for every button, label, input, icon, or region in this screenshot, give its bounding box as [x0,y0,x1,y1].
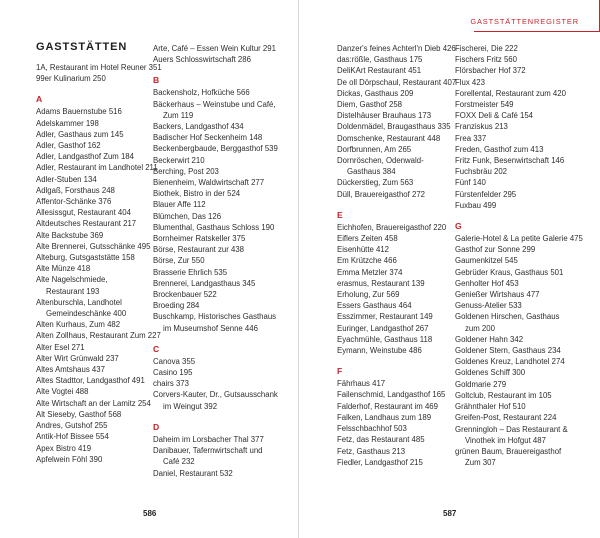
index-entry: Essers Gasthaus 464 [337,301,412,311]
index-entry: Dornröschen, Odenwald- [337,156,424,166]
index-entry: Danibauer, Tafernwirtschaft und [153,446,263,456]
index-entry: Blauer Affe 112 [153,200,206,210]
index-entry: Allesissgut, Restaurant 404 [36,208,131,218]
index-entry: Genießer Wirtshaus 477 [455,290,540,300]
index-entry: Eyachmühle, Gasthaus 118 [337,334,433,344]
index-entry: Biothek, Bistro in der 524 [153,189,241,199]
index-entry: Daniel, Restaurant 532 [153,468,233,478]
index-entry: Fetz, das Restaurant 485 [337,435,425,445]
index-entry: Bienenheim, Waldwirtschaft 277 [153,178,265,188]
index-entry: Fünf 140 [455,178,486,188]
index-entry-continuation: Gemeindeschänke 400 [46,309,127,319]
index-entry: Alte Brennerei, Gutsschänke 495 [36,241,151,251]
index-entry: Altes Amtshaus 437 [36,365,105,375]
index-entry: Alter Wirt Grünwald 237 [36,353,119,363]
index-entry: Danzer's feines Achterl'n Dieb 426 [337,44,456,53]
index-entry: Brennerei, Landgasthaus 345 [153,278,256,288]
index-entry: 1A, Restaurant im Hotel Reuner 351 [36,63,162,72]
index-entry-continuation: Zum 119 [163,110,194,120]
index-entry: Adler, Landgasthof Zum 184 [36,152,134,162]
left-page [0,0,299,538]
index-entry: Euringer, Landgasthof 267 [337,323,429,333]
letter-heading: E [337,209,343,220]
index-entry: Goltclub, Restaurant im 105 [455,390,552,400]
letter-heading: F [337,366,343,377]
left-page-column-2 [153,43,293,479]
index-entry: Altenburschla, Landhotel [36,297,122,307]
section-title: GASTSTÄTTEN [36,41,128,53]
index-entry: Esszimmer, Restaurant 149 [337,312,433,322]
index-entry: Gasthof zur Sonne 299 [455,245,536,255]
letter-heading: B [153,75,160,86]
index-entry: Gaumenkitzel 545 [455,256,518,266]
index-entry: Alteburg, Gutsgaststätte 158 [36,253,135,263]
index-entry: Gebrüder Kraus, Gasthaus 501 [455,267,564,277]
index-entry: Eymann, Weinstube 486 [337,346,422,356]
page-number: 586 [143,509,157,518]
index-entry: Fuxbau 499 [455,200,497,210]
index-entry: Alten Zollhaus, Restaurant Zum 227 [36,331,161,341]
index-entry: grünen Baum, Brauereigasthof [455,446,562,456]
running-head: GASTSTÄTTENREGISTER [470,17,579,26]
index-entry: erasmus, Restaurant 139 [337,278,425,288]
index-entry: Goldener Stern, Gasthaus 234 [455,346,561,356]
index-entry: Felsschbachhof 503 [337,424,407,434]
index-entry: Apfelwein Föhl 390 [36,454,103,464]
index-entry: Backers, Landgasthof 434 [153,122,244,132]
letter-heading: G [455,221,462,232]
index-entry: Fürstenfelder 295 [455,189,517,199]
index-entry: Domschenke, Restaurant 448 [337,133,441,143]
index-entry: Alt Sieseby, Gasthof 568 [36,409,122,419]
index-list [455,43,595,468]
index-entry: Emma Metzler 374 [337,267,403,277]
right-page-column-1 [337,43,465,468]
index-entry-continuation: Vinothek im Hofgut 487 [465,435,546,445]
index-entry: Alter Esel 271 [36,342,85,352]
index-entry: Adelskammer 198 [36,118,99,128]
index-entry: Fetz, Gasthaus 213 [337,446,406,456]
index-entry: Altes Stadttor, Landgasthof 491 [36,376,145,386]
index-entry-continuation: zum 200 [465,323,495,333]
index-entry: chairs 373 [153,379,189,389]
index-entry: Alte Nagelschmiede, [36,275,108,285]
index-entry: Goldenen Hirschen, Gasthaus [455,312,560,322]
index-entry: Eichhofen, Brauereigasthof 220 [337,222,447,232]
index-entry-continuation: im Weingut 392 [163,401,218,411]
index-entry: Doldenmädel, Braugasthaus 335 [337,122,451,132]
index-entry: Buschkamp, Historisches Gasthaus [153,312,277,322]
index-entry: Blumenthal, Gasthaus Schloss 190 [153,222,275,232]
index-entry: Falken, Landhaus zum 189 [337,412,432,422]
index-entry: das:rößle, Gasthaus 175 [337,55,423,65]
index-entry: Fritz Funk, Besenwirtschaft 146 [455,156,565,166]
right-page [300,0,600,538]
index-list [153,43,293,479]
index-entry: Flux 423 [455,77,485,87]
index-entry: Apex Bistro 419 [36,443,92,453]
index-entry: Börse, Zur 550 [153,256,205,266]
index-entry: Alte Wirtschaft an der Lamitz 254 [36,398,151,408]
index-entry: Alte Vogtei 488 [36,387,89,397]
page-number: 587 [443,509,457,518]
index-entry: Backensholz, Hofküche 566 [153,88,250,98]
index-entry: Eiflers Zeiten 458 [337,234,398,244]
index-entry: Adams Bauernstube 516 [36,107,122,117]
index-entry: Broeding 284 [153,301,200,311]
index-entry: Franziskus 213 [455,122,508,132]
index-entry: De oll Dörpschaul, Restaurant 407 [337,77,457,87]
index-entry: Fiedler, Landgasthof 215 [337,457,423,467]
index-entry: Grenningloh – Das Restaurant & [455,424,568,434]
index-entry: Alte Backstube 369 [36,230,104,240]
index-entry: Fuchsbräu 202 [455,167,508,177]
index-entry: Falderhof, Restaurant im 469 [337,401,438,411]
index-entry: Freden, Gasthof zum 413 [455,144,544,154]
index-entry: Andres, Gutshof 255 [36,421,108,431]
index-entry: Daheim im Lorsbacher Thal 377 [153,434,264,444]
index-entry: Brockenbauer 522 [153,290,217,300]
index-entry: Goldener Hahn 342 [455,334,524,344]
index-entry: Casino 195 [153,368,193,378]
letter-heading: C [153,343,160,354]
index-entry: Adlgaß, Forsthaus 248 [36,185,115,195]
index-entry: Erholung, Zur 569 [337,290,400,300]
index-entry-continuation: Café 232 [163,457,195,467]
index-entry: Beckenbergbaude, Berggasthof 539 [153,144,278,154]
index-entry: Greifen-Post, Restaurant 224 [455,413,557,423]
index-entry: Fischers Fritz 560 [455,55,517,65]
index-entry: Forellental, Restaurant zum 420 [455,88,566,98]
index-entry: Badischer Hof Seckenheim 148 [153,133,263,143]
letter-heading: A [36,94,43,105]
index-entry: Börse, Restaurant zur 438 [153,245,245,255]
left-page-column-1 [36,62,162,465]
index-entry-continuation: Zum 307 [465,458,496,468]
index-entry: Alten Kurhaus, Zum 482 [36,320,121,330]
index-entry: Dickas, Gasthaus 209 [337,88,414,98]
index-entry: Corvers-Kauter, Dr., Gutsausschank [153,390,278,400]
index-entry: Flörsbacher Hof 372 [455,66,526,76]
index-entry: Goldenes Schiff 300 [455,368,526,378]
running-head-rule [474,0,600,32]
index-entry: Failenschmid, Landgasthof 165 [337,390,446,400]
index-entry: Canova 355 [153,356,196,366]
index-entry: Auers Schlosswirtschaft 286 [153,55,251,65]
index-entry: Bäckerhaus – Weinstube und Café, [153,99,276,109]
index-entry: Em Krützche 466 [337,256,397,266]
index-entry: Adler-Stuben 134 [36,174,97,184]
right-page-column-2 [455,43,595,468]
index-entry: Frea 337 [455,133,487,143]
index-entry: Düll, Brauereigasthof 272 [337,189,425,199]
index-entry-continuation: Restaurant 193 [46,286,100,296]
index-entry: Affentor-Schänke 376 [36,197,112,207]
index-entry: Altdeutsches Restaurant 217 [36,219,137,229]
index-entry: Galerie-Hotel & La petite Galerie 475 [455,234,583,244]
index-entry: Brasserie Ehrlich 535 [153,267,228,277]
index-entry: Genuss-Atelier 533 [455,301,522,311]
index-entry: Eisenhütte 412 [337,245,390,255]
index-entry: Goldenes Kreuz, Landhotel 274 [455,357,565,367]
index-entry: Goldmarie 279 [455,379,507,389]
index-entry: Arte, Café – Essen Wein Kultur 291 [153,44,276,53]
index-entry: DeliKArt Restaurant 451 [337,66,422,76]
index-entry: FOXX Deli & Café 154 [455,111,534,121]
index-entry-continuation: im Museumshof Senne 446 [163,323,258,333]
index-entry: Antik-Hof Bissee 554 [36,432,109,442]
index-entry: Alte Münze 418 [36,264,91,274]
index-entry: Berching, Post 203 [153,166,219,176]
index-entry: 99er Kulinarium 250 [36,74,106,84]
index-entry: Fischerei, Die 222 [455,44,518,53]
index-entry: Dorfbrunnen, Am 265 [337,144,412,154]
index-entry: Beckerwirt 210 [153,155,205,165]
index-entry: Genholter Hof 453 [455,278,519,288]
index-entry: Adler, Restaurant im Landhotel 211 [36,163,158,173]
index-entry: Fährhaus 417 [337,379,386,389]
index-list [337,43,465,468]
index-entry: Diem, Gasthof 258 [337,100,403,110]
index-list [36,62,162,465]
index-entry: Distelhäuser Brauhaus 173 [337,111,432,121]
index-entry: Blümchen, Das 126 [153,211,222,221]
index-entry: Grähnthaler Hof 510 [455,402,526,412]
index-entry: Bornheimer Ratskeller 375 [153,234,246,244]
index-entry: Adler, Gasthof 162 [36,141,101,151]
index-entry: Dückerstieg, Zum 563 [337,178,414,188]
letter-heading: D [153,421,160,432]
index-entry: Adler, Gasthaus zum 145 [36,129,124,139]
index-entry: Forstmeister 549 [455,100,514,110]
index-entry-continuation: Gasthaus 384 [347,167,396,177]
